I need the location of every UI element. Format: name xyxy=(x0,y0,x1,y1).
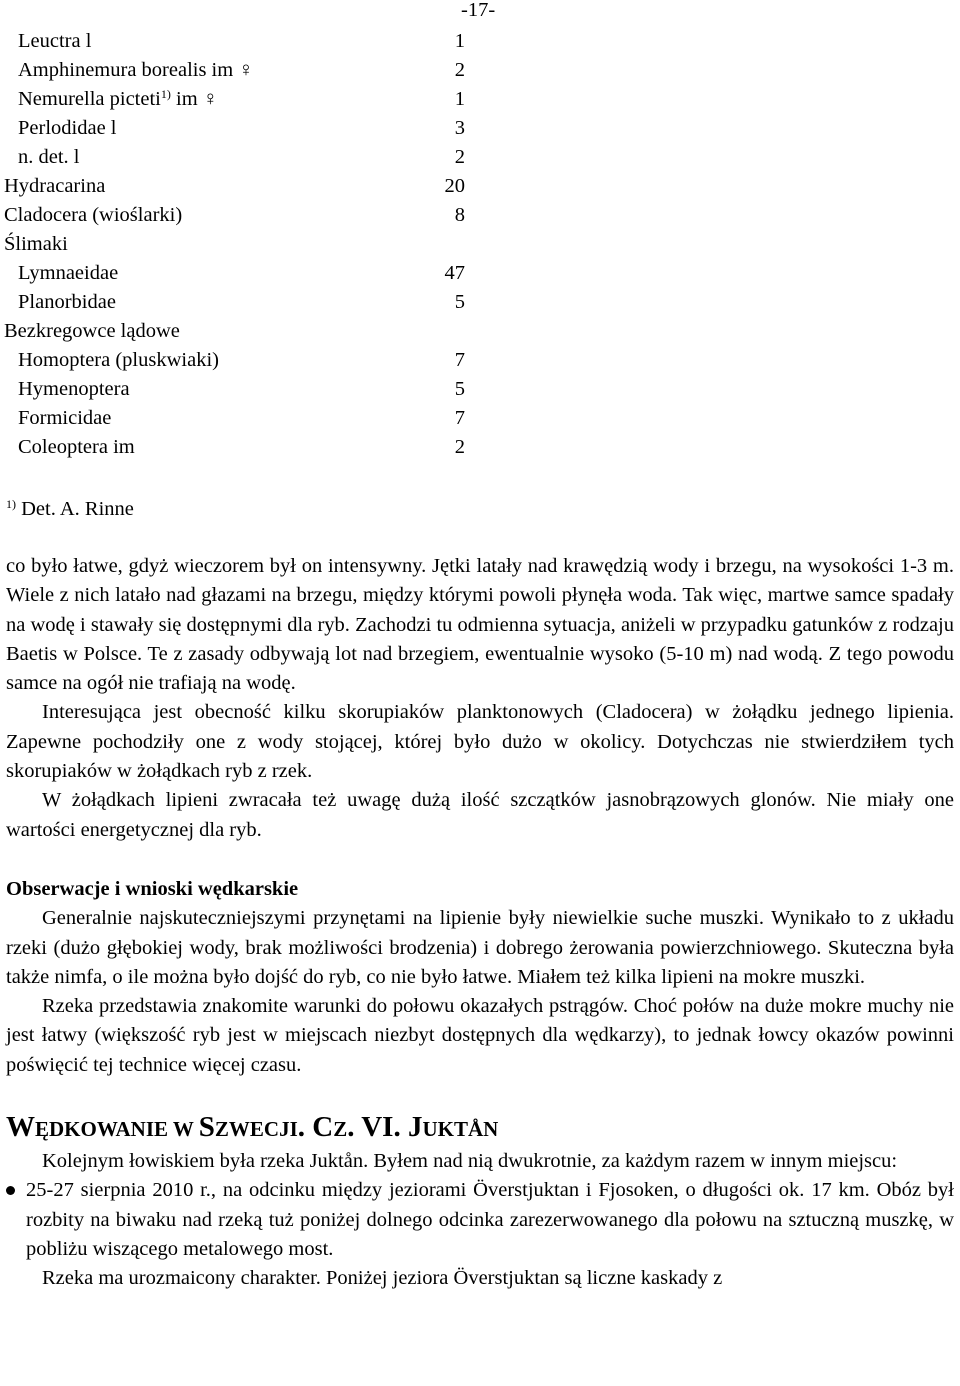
title-segment: . VI. J xyxy=(347,1111,423,1144)
taxon-label: Nemurella picteti xyxy=(18,88,161,110)
table-row xyxy=(0,143,480,172)
table-row xyxy=(0,346,480,375)
taxon-name xyxy=(18,143,80,172)
paragraph: Rzeka przedstawia znakomite warunki do połowu okazałych pstrągów. Choć połów na duże mokre muchy nie jest łatwy (większość ryb jest w miejscach niezbyt dostępnych dla wędkarzy), to jednak łowcy okazów powinni poświęcić tej technice więcej czasu. xyxy=(6,995,954,1076)
title-segment: S xyxy=(198,1111,215,1144)
taxon-count: 7 xyxy=(454,407,465,429)
taxon-count: 47 xyxy=(444,262,465,284)
table-row xyxy=(0,114,480,143)
taxon-count: 3 xyxy=(454,117,465,139)
title-segment: Z xyxy=(333,1117,348,1142)
taxon-count: 5 xyxy=(454,291,465,313)
table-row xyxy=(0,375,480,404)
table-row xyxy=(0,433,480,462)
bullet-item xyxy=(6,1176,954,1264)
taxon-name xyxy=(18,375,130,404)
title-segment: W xyxy=(6,1111,35,1144)
taxon-name xyxy=(18,85,218,114)
footnote-ref: 1) xyxy=(160,87,171,101)
taxon-count: 20 xyxy=(444,175,465,197)
taxon-label: Hydracarina xyxy=(4,175,106,197)
taxon-suffix: im ♀ xyxy=(170,88,219,110)
table-row xyxy=(0,230,480,259)
title-segment: . C xyxy=(297,1111,334,1144)
taxon-label: Coleoptera im xyxy=(18,436,135,458)
taxon-name xyxy=(18,114,117,143)
taxon-label: Hymenoptera xyxy=(18,378,130,400)
title-segment: ZWECJI xyxy=(214,1117,298,1142)
table-row xyxy=(0,172,480,201)
table-row xyxy=(0,85,480,114)
taxon-label: Perlodidae l xyxy=(18,117,117,139)
table-row xyxy=(0,404,480,433)
taxon-name xyxy=(4,317,180,346)
table-row xyxy=(0,56,480,85)
table-row xyxy=(0,317,480,346)
taxon-label: Homoptera (pluskwiaki) xyxy=(18,349,219,371)
paragraph: W żołądkach lipieni zwracała też uwagę dużą ilość szczątków jasnobrązowych glonów. Nie miały one wartości energetycznej dla ryb. xyxy=(6,789,954,841)
bullet-text: 25-27 sierpnia 2010 r., na odcinku między jeziorami Överstjuktan i Fjosoken, o długości ok. 17 km. Obóz był rozbity na biwaku nad rzeką tuż poniżej dolnego odcinka zarezerwowanego dla połowu na sztuczną muszkę, w pobliżu wiszącego metalowego most. xyxy=(26,1179,954,1260)
taxon-count: 7 xyxy=(454,349,465,371)
taxon-count: 2 xyxy=(454,146,465,168)
paragraph: Interesująca jest obecność kilku skorupiaków planktonowych (Cladocera) w żołądku jednego lipienia. Zapewne pochodziły one z wody stojącej, której było dużo w okolicy. Dotychczas nie stwierdziłem tych skorupiaków w żołądkach ryb z rzek. xyxy=(6,701,954,783)
taxon-label: Ślimaki xyxy=(4,233,68,255)
taxon-count: 8 xyxy=(454,204,465,226)
taxon-label: Lymnaeidae xyxy=(18,262,119,284)
taxon-count: 5 xyxy=(454,378,465,400)
taxon-name xyxy=(18,56,254,85)
article-title xyxy=(6,1107,954,1149)
paragraph: Kolejnym łowiskiem była rzeka Juktån. Byłem nad nią dwukrotnie, za każdym razem w innym miejscu: xyxy=(42,1150,898,1173)
footnote xyxy=(6,495,134,524)
species-table xyxy=(0,27,480,462)
taxon-name xyxy=(18,346,219,375)
table-row xyxy=(0,27,480,56)
taxon-label: Formicidae xyxy=(18,407,112,429)
taxon-label: Planorbidae xyxy=(18,291,116,313)
taxon-name xyxy=(18,288,116,317)
page-number: -17- xyxy=(461,0,496,21)
table-row xyxy=(0,288,480,317)
taxon-name xyxy=(18,27,91,56)
footnote-text: Det. A. Rinne xyxy=(16,498,134,520)
paragraph: Generalnie najskuteczniejszymi przynętami na lipienie były niewielkie suche muszki. Wynikało to z układu rzeki (dużo głębokiej wody, brak możliwości brodzenia) i dobrego żerowania powierzchniowego. Skuteczna była także nimfa, o ile można było dojść do ryb, co nie było łatwe. Miałem też kilka lipieni na mokre muszki. xyxy=(6,907,954,988)
taxon-name xyxy=(18,433,135,462)
taxon-count: 2 xyxy=(454,436,465,458)
taxon-name xyxy=(18,404,111,433)
table-row xyxy=(0,259,480,288)
paragraph: Rzeka ma urozmaicony charakter. Poniżej jeziora Överstjuktan są liczne kaskady z xyxy=(42,1267,723,1290)
taxon-count: 1 xyxy=(454,88,465,110)
taxon-count: 2 xyxy=(454,59,465,81)
taxon-name xyxy=(4,172,105,201)
body-text xyxy=(6,552,954,1294)
paragraph: co było łatwe, gdyż wieczorem był on intensywny. Jętki latały nad krawędzią wody i brzegu, na wysokości 1-3 m. Wiele z nich latało nad głazami na brzegu, między którymi powoli płynęła woda. Tak więc, martwe samce spadały na wodę i stawały się dostępnymi dla ryb. Zachodzi tu odmienna sytuacja, aniżeli w przypadku gatunków z rodzaju Baetis w Polsce. Te z zasady odbywają lot nad brzegiem, ewentualnie wysoko (5-10 m) nad wodą. Z tego powodu samce na ogół nie trafiają na wodę. xyxy=(6,555,954,695)
taxon-label: Bezkregowce lądowe xyxy=(4,320,180,342)
footnote-marker: 1) xyxy=(6,497,16,511)
taxon-name xyxy=(18,259,118,288)
taxon-count: 1 xyxy=(454,30,465,52)
title-segment: ĘDKOWANIE W xyxy=(35,1117,199,1142)
taxon-label: n. det. l xyxy=(18,146,80,168)
table-row xyxy=(0,201,480,230)
taxon-label: Leuctra l xyxy=(18,30,92,52)
section-heading: Obserwacje i wnioski wędkarskie xyxy=(6,877,299,900)
taxon-label: Cladocera (wioślarki) xyxy=(4,204,183,226)
title-segment: UKTÅN xyxy=(422,1117,499,1142)
taxon-name xyxy=(4,230,68,259)
taxon-name xyxy=(4,201,182,230)
taxon-label: Amphinemura borealis im ♀ xyxy=(18,59,254,81)
